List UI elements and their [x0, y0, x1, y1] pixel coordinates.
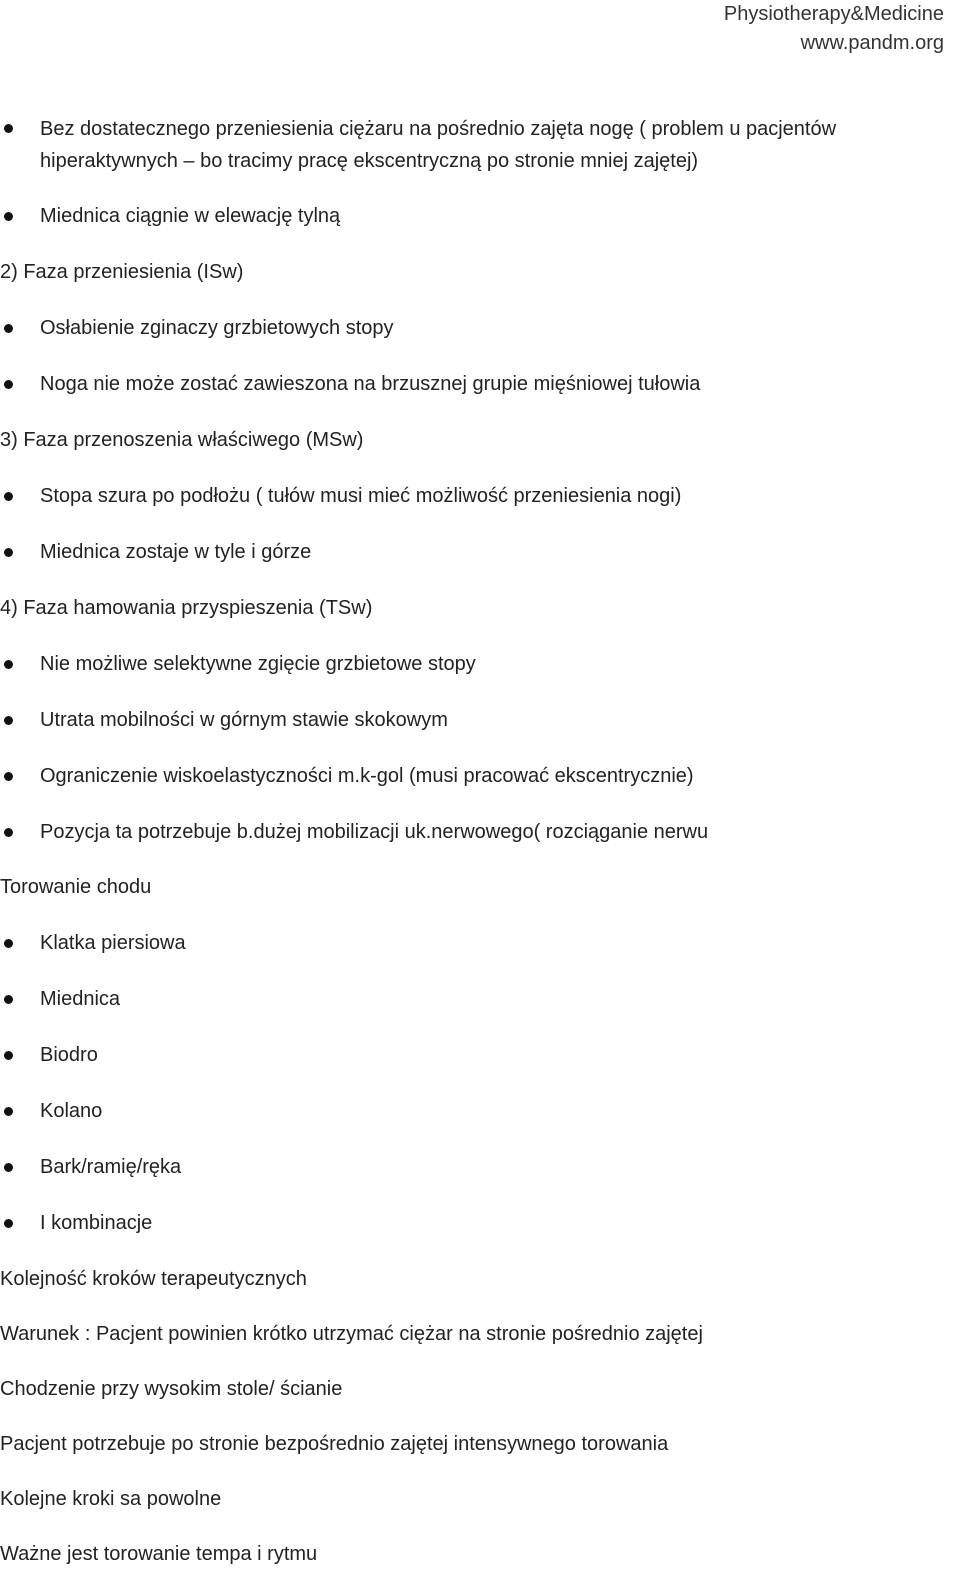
bullet-item — [0, 985, 120, 1013]
section-heading: Torowanie chodu — [0, 876, 152, 898]
section-heading: 4) Faza hamowania przyspieszenia (TSw) — [0, 597, 373, 619]
header-website: www.pandm.org — [800, 32, 944, 54]
section-heading: 2) Faza przeniesienia (ISw) — [0, 261, 244, 283]
bullet-icon — [4, 828, 13, 837]
bullet-item — [0, 1153, 181, 1181]
item-text: Stopa szura po podłożu ( tułów musi mieć możliwość przeniesienia nogi) — [40, 485, 682, 507]
item-text: Miednica ciągnie w elewację tylną — [40, 205, 341, 227]
paragraph: Kolejne kroki sa powolne — [0, 1488, 222, 1510]
bullet-item — [0, 370, 700, 398]
paragraph: Chodzenie przy wysokim stole/ ścianie — [0, 1378, 343, 1400]
bullet-icon — [4, 772, 13, 781]
section-heading: 3) Faza przenoszenia właściwego (MSw) — [0, 429, 364, 451]
item-text: Miednica — [40, 988, 121, 1010]
item-text: Miednica zostaje w tyle i górze — [40, 541, 312, 563]
bullet-item — [0, 706, 448, 734]
bullet-icon — [4, 324, 13, 333]
bullet-item — [0, 202, 340, 230]
header-journal-name: Physiotherapy&Medicine — [723, 3, 944, 25]
item-text: Nie możliwe selektywne zgięcie grzbietowe stopy — [40, 653, 476, 675]
item-text: Klatka piersiowa — [40, 932, 186, 954]
bullet-item — [0, 818, 708, 846]
bullet-icon — [4, 716, 13, 725]
item-text: Bark/ramię/ręka — [40, 1156, 182, 1178]
bullet-item — [0, 1041, 98, 1069]
bullet-item — [0, 1097, 102, 1125]
bullet-item — [0, 929, 186, 957]
bullet-icon — [4, 1107, 13, 1116]
bullet-icon — [4, 1219, 13, 1228]
bullet-icon — [4, 1163, 13, 1172]
bullet-icon — [4, 124, 13, 133]
item-text: Ograniczenie wiskoelastyczności m.k-gol (musi pracować ekscentrycznie) — [40, 765, 694, 787]
bullet-item — [0, 650, 476, 678]
page-header — [724, 0, 944, 58]
bullet-icon — [4, 380, 13, 389]
bullet-item — [0, 314, 394, 342]
paragraph: Kolejność kroków terapeutycznych — [0, 1268, 307, 1290]
paragraph: Pacjent potrzebuje po stronie bezpośrednio zajętej intensywnego torowania — [0, 1433, 669, 1455]
bullet-icon — [4, 660, 13, 669]
item-text: Utrata mobilności w górnym stawie skokowym — [40, 709, 448, 731]
bullet-icon — [4, 939, 13, 948]
bullet-icon — [4, 1051, 13, 1060]
item-text: Osłabienie zginaczy grzbietowych stopy — [40, 317, 394, 339]
bullet-icon — [4, 548, 13, 557]
item-text: Biodro — [40, 1044, 98, 1066]
item-text: Kolano — [40, 1100, 103, 1122]
paragraph: Ważne jest torowanie tempa i rytmu — [0, 1543, 318, 1565]
paragraph: Warunek : Pacjent powinien krótko utrzymać ciężar na stronie pośrednio zajętej — [0, 1323, 703, 1345]
bullet-icon — [4, 212, 13, 221]
item-text: I kombinacje — [40, 1212, 153, 1234]
bullet-item — [0, 113, 920, 177]
bullet-item — [0, 482, 681, 510]
bullet-item — [0, 1209, 152, 1237]
bullet-item — [0, 762, 694, 790]
item-text: Pozycja ta potrzebuje b.dużej mobilizacji uk.nerwowego( rozciąganie nerwu — [40, 821, 709, 843]
bullet-icon — [4, 995, 13, 1004]
item-text: Bez dostatecznego przeniesienia ciężaru na pośrednio zajęta nogę ( problem u pacjentów hiperaktywnych – bo tracimy pracę ekscentryczną po stronie mniej zajętej) — [40, 118, 837, 172]
item-text: Noga nie może zostać zawieszona na brzusznej grupie mięśniowej tułowia — [40, 373, 701, 395]
bullet-icon — [4, 492, 13, 501]
bullet-item — [0, 538, 311, 566]
